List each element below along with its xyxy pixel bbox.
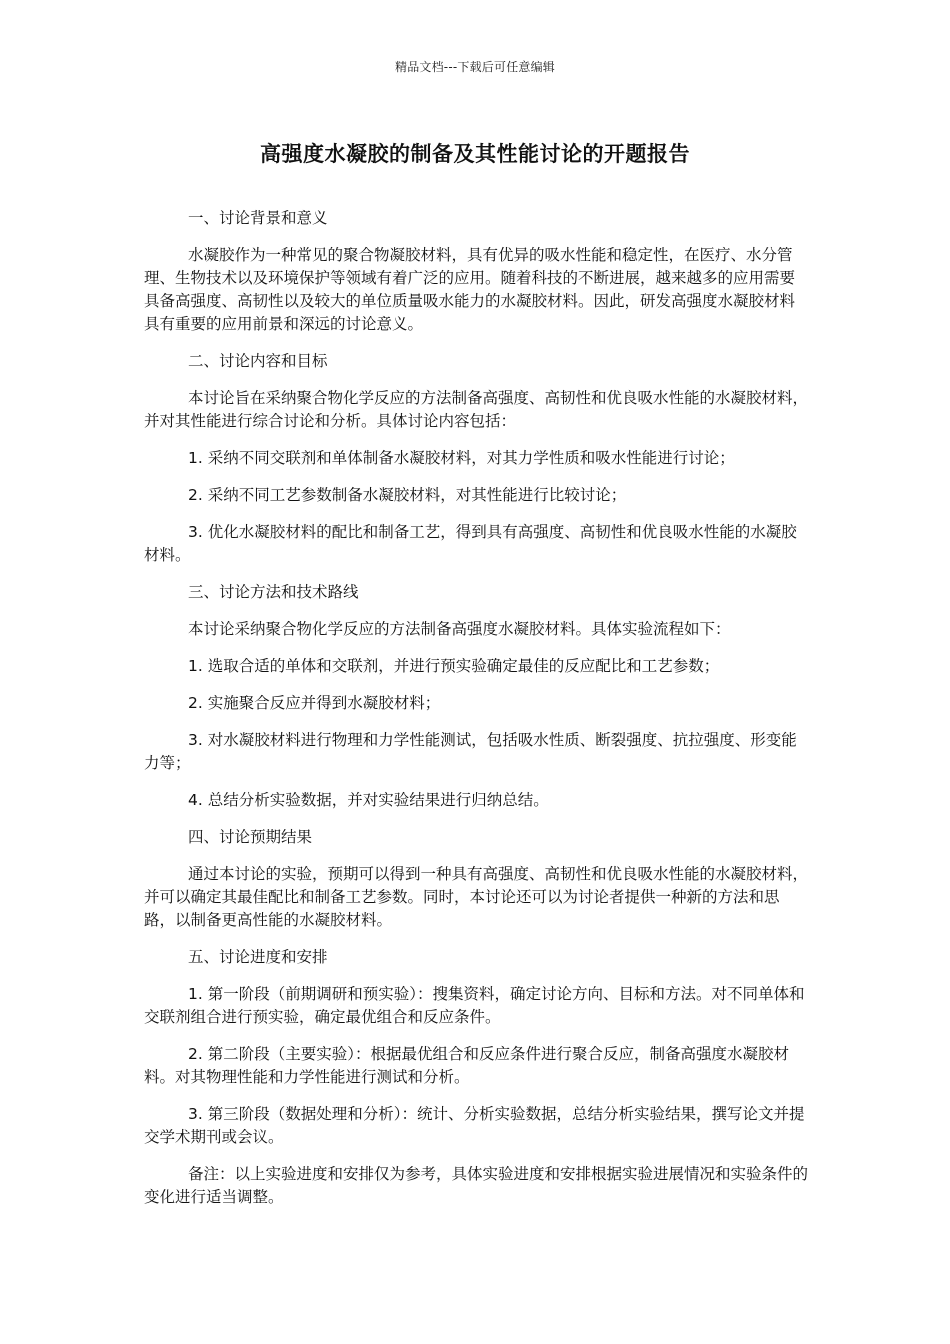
list-item-content-2: 2. 采纳不同工艺参数制备水凝胶材料，对其性能进行比较讨论； [188,486,627,504]
list-item-method-3: 3. 对水凝胶材料进行物理和力学性能测试，包括吸水性质、断裂强度、抗拉强度、形变能力等； [144,731,797,772]
section-heading-background: 一、讨论背景和意义 [188,209,328,227]
list-item-stage-1: 1. 第一阶段（前期调研和预实验）：搜集资料，确定讨论方向、目标和方法。对不同单体和交联剂组合进行预实验，确定最优组合和反应条件。 [144,985,805,1026]
section-heading-content-goals: 二、讨论内容和目标 [188,352,328,370]
list-item-content-1: 1. 采纳不同交联剂和单体制备水凝胶材料，对其力学性质和吸水性能进行讨论； [188,449,735,467]
list-item-method-1: 1. 选取合适的单体和交联剂，并进行预实验确定最佳的反应配比和工艺参数； [188,657,720,675]
paragraph-expected-results: 通过本讨论的实验，预期可以得到一种具有高强度、高韧性和优良吸水性能的水凝胶材料，并可以确定其最佳配比和制备工艺参数。同时，本讨论还可以为讨论者提供一种新的方法和思路，以制备更高性能的水凝胶材料。 [144,865,809,929]
list-item-method-4: 4. 总结分析实验数据，并对实验结果进行归纳总结。 [188,791,549,809]
paragraph-content-intro: 本讨论旨在采纳聚合物化学反应的方法制备高强度、高韧性和优良吸水性能的水凝胶材料，并对其性能进行综合讨论和分析。具体讨论内容包括： [144,389,809,430]
list-item-stage-3: 3. 第三阶段（数据处理和分析）：统计、分析实验数据，总结分析实验结果，撰写论文并提交学术期刊或会议。 [144,1105,805,1146]
section-heading-methods: 三、讨论方法和技术路线 [188,583,359,601]
list-item-stage-2: 2. 第二阶段（主要实验）：根据最优组合和反应条件进行聚合反应，制备高强度水凝胶材料。对其物理性能和力学性能进行测试和分析。 [144,1045,789,1086]
paragraph-background: 水凝胶作为一种常见的聚合物凝胶材料，具有优异的吸水性能和稳定性，在医疗、水分管理、生物技术以及环境保护等领域有着广泛的应用。随着科技的不断进展，越来越多的应用需要具备高强度、高韧性以及较大的单位质量吸水能力的水凝胶材料。因此，研发高强度水凝胶材料具有重要的应用前景和深远的讨论意义。 [144,246,796,333]
list-item-method-2: 2. 实施聚合反应并得到水凝胶材料； [188,694,441,712]
list-item-content-3: 3. 优化水凝胶材料的配比和制备工艺，得到具有高强度、高韧性和优良吸水性能的水凝胶材料。 [144,523,797,564]
section-heading-schedule: 五、讨论进度和安排 [188,948,328,966]
document-body [144,207,809,1223]
paragraph-methods-intro: 本讨论采纳聚合物化学反应的方法制备高强度水凝胶材料。具体实验流程如下： [188,620,731,638]
page-header-note: 精品文档---下载后可任意编辑 [395,60,555,74]
paragraph-remark: 备注：以上实验进度和安排仅为参考，具体实验进度和安排根据实验进展情况和实验条件的变化进行适当调整。 [144,1165,809,1206]
document-title: 高强度水凝胶的制备及其性能讨论的开题报告 [260,142,690,166]
section-heading-expected-results: 四、讨论预期结果 [188,828,313,846]
